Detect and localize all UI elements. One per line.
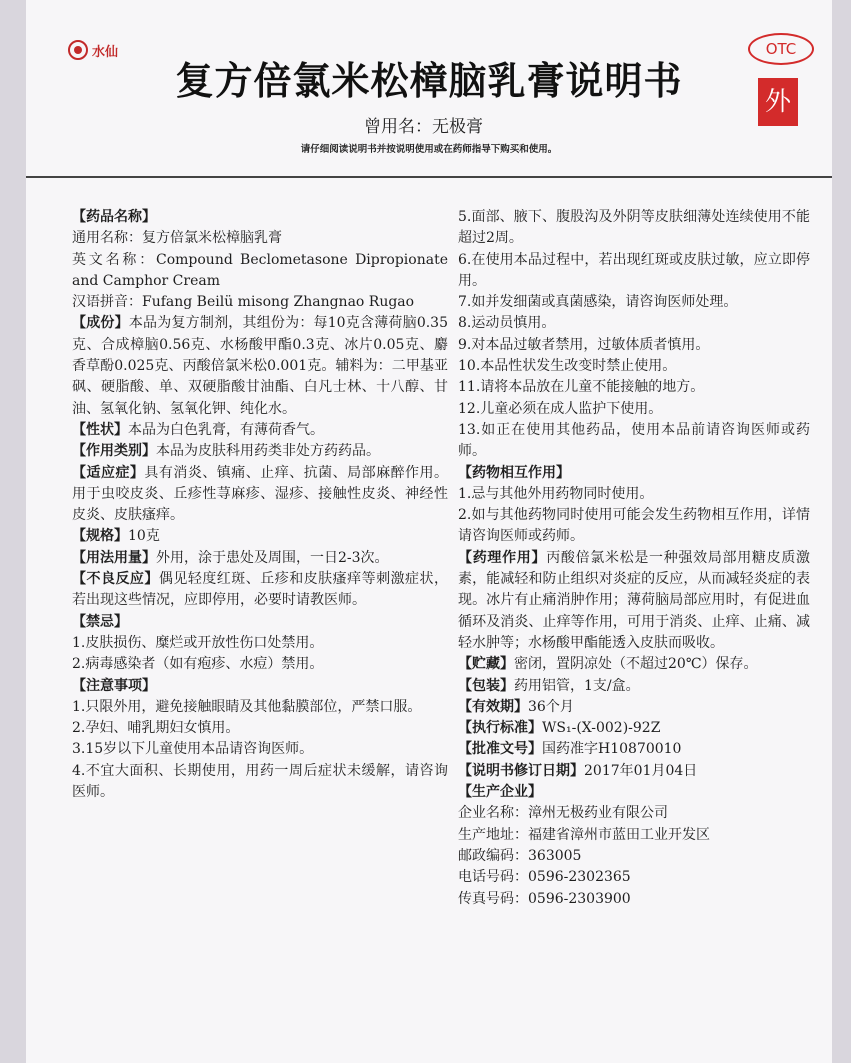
- section-text: 9.对本品过敏者禁用，过敏体质者慎用。: [458, 336, 710, 353]
- section-text: 英文名称：Compound Beclometasone Dipropionate and Camphor Cream: [72, 251, 448, 289]
- leaflet-paragraph: [72, 207, 448, 228]
- leaflet-paragraph: [458, 463, 810, 484]
- section-text: 邮政编码：363005: [458, 847, 582, 864]
- section-text: 密闭，置阴凉处（不超过20℃）保存。: [514, 656, 758, 673]
- leaflet-paragraph: [458, 654, 810, 675]
- section-heading: 【执行标准】: [458, 720, 542, 737]
- section-text: 13.如正在使用其他药品，使用本品前请咨询医师或药师。: [458, 421, 810, 460]
- leaflet-paragraph: [458, 548, 810, 654]
- section-text: 本品为皮肤科用药类非处方药药品。: [156, 443, 380, 460]
- former-name: 曾用名：无极膏: [364, 117, 483, 137]
- leaflet-paragraph: [72, 526, 448, 547]
- section-text: 10克: [128, 528, 160, 545]
- section-text: 本品为白色乳膏，有薄荷香气。: [128, 421, 324, 438]
- section-heading: 【注意事项】: [72, 677, 156, 694]
- leaflet-paragraph: [458, 399, 810, 420]
- section-text: 1.忌与其他外用药物同时使用。: [458, 485, 654, 502]
- section-text: 2017年01月04日: [584, 762, 698, 779]
- leaflet-paragraph: [458, 356, 810, 377]
- leaflet-paragraph: [458, 420, 810, 463]
- leaflet-paragraph: [458, 846, 810, 867]
- leaflet-paragraph: [72, 441, 448, 462]
- section-heading: 【生产企业】: [458, 784, 542, 801]
- leaflet-paragraph: [458, 825, 810, 846]
- section-text: 11.请将本品放在儿童不能接触的地方。: [458, 379, 705, 396]
- section-heading: 【不良反应】: [72, 571, 159, 588]
- leaflet-paragraph: [72, 228, 448, 249]
- section-heading: 【作用类别】: [72, 443, 156, 460]
- leaflet-paragraph: [458, 889, 810, 910]
- section-text: 本品为复方制剂，其组份为：每10克含薄荷脑0.35克、合成樟脑0.56克、水杨酸甲酯0.3克、冰片0.05克、麝香草酚0.025克、丙酸倍氯米松0.001克。辅料为：二甲基亚砜、硬脂酸、单、双硬脂酸甘油酯、白凡士林、十八醇、甘油、氢氧化钠、氢氧化钾、纯化水。: [72, 315, 448, 417]
- leaflet-paragraph: [458, 718, 810, 739]
- section-text: 5.面部、腋下、腹股沟及外阴等皮肤细薄处连续使用不能超过2周。: [458, 209, 810, 247]
- usage-notice: 请仔细阅读说明书并按说明使用或在药师指导下购买和使用。: [300, 144, 558, 155]
- leaflet-paragraph: [458, 377, 810, 398]
- leaflet-paragraph: [72, 569, 448, 612]
- leaflet-paragraph: [458, 250, 810, 293]
- leaflet-paragraph: [458, 739, 810, 760]
- section-text: 生产地址：福建省漳州市蓝田工业开发区: [458, 826, 710, 843]
- section-text: 具有消炎、镇痛、止痒、抗菌、局部麻醉作用。用于虫咬皮炎、丘疹性荨麻疹、湿疹、接触性皮炎、神经性皮炎、皮肤瘙痒。: [72, 464, 449, 524]
- external-use-badge: 外: [758, 78, 798, 126]
- section-text: 8.运动员慎用。: [458, 315, 556, 332]
- otc-badge: OTC: [748, 33, 814, 65]
- section-text: 汉语拼音：Fufang Beilü misong Zhangnao Rugao: [72, 294, 415, 311]
- section-text: 36个月: [528, 698, 574, 715]
- section-text: 6.在使用本品过程中，若出现红斑或皮肤过敏，应立即停用。: [458, 251, 810, 289]
- leaflet-paragraph: [72, 739, 448, 760]
- leaflet-paragraph: [72, 633, 448, 654]
- leaflet-paragraph: [72, 313, 448, 419]
- section-text: 2.孕妇、哺乳期妇女慎用。: [72, 720, 240, 737]
- section-text: 国药准字H10870010: [542, 741, 682, 758]
- leaflet-paragraph: [72, 612, 448, 633]
- section-text: 2.如与其他药物同时使用可能会发生药物相互作用，详情请咨询医师或药师。: [458, 507, 810, 545]
- leaflet-paragraph: [72, 463, 448, 527]
- section-heading: 【禁忌】: [72, 613, 128, 630]
- leaflet-paragraph: [458, 803, 810, 824]
- leaflet-paragraph: [72, 548, 448, 569]
- section-heading: 【批准文号】: [458, 741, 542, 758]
- section-text: 外用，涂于患处及周围，一日2-3次。: [156, 549, 389, 566]
- section-heading: 【规格】: [72, 528, 128, 545]
- leaflet-paragraph: [458, 207, 810, 250]
- leaflet-paragraph: [72, 654, 448, 675]
- section-heading: 【贮藏】: [458, 656, 514, 673]
- leaflet-page: [26, 0, 832, 1063]
- section-text: 通用名称：复方倍氯米松樟脑乳膏: [72, 230, 282, 247]
- section-heading: 【药物相互作用】: [458, 464, 570, 481]
- leaflet-paragraph: [458, 505, 810, 548]
- section-heading: 【说明书修订日期】: [458, 762, 584, 779]
- section-text: WS₁-(X-002)-92Z: [542, 720, 661, 737]
- section-text: 7.如并发细菌或真菌感染，请咨询医师处理。: [458, 294, 738, 311]
- section-text: 电话号码：0596-2302365: [458, 869, 631, 886]
- leaflet-paragraph: [458, 313, 810, 334]
- section-text: 1.只限外用，避免接触眼睛及其他黏膜部位，严禁口服。: [72, 698, 422, 715]
- section-text: 企业名称：漳州无极药业有限公司: [458, 805, 668, 822]
- section-text: 偶见轻度红斑、丘疹和皮肤瘙痒等刺激症状，若出现这些情况，应即停用，必要时请教医师。: [72, 571, 449, 609]
- left-text-column: [72, 207, 448, 803]
- section-text: 药用铝管，1支/盒。: [514, 677, 640, 694]
- right-text-column: [458, 207, 810, 910]
- section-text: 传真号码：0596-2303900: [458, 890, 631, 907]
- leaflet-paragraph: [458, 782, 810, 803]
- section-text: 4.不宜大面积、长期使用，用药一周后症状未缓解，请咨询医师。: [72, 762, 448, 801]
- leaflet-paragraph: [72, 697, 448, 718]
- leaflet-paragraph: [458, 761, 810, 782]
- leaflet-paragraph: [72, 676, 448, 697]
- brand-name: 水仙: [92, 44, 119, 60]
- leaflet-paragraph: [458, 676, 810, 697]
- leaflet-header: [26, 0, 832, 188]
- leaflet-paragraph: [458, 867, 810, 888]
- leaflet-paragraph: [458, 484, 810, 505]
- section-heading: 【用法用量】: [72, 549, 156, 566]
- leaflet-paragraph: [72, 761, 448, 804]
- section-heading: 【性状】: [72, 421, 128, 438]
- section-text: 3.15岁以下儿童使用本品请咨询医师。: [72, 741, 314, 758]
- section-heading: 【药理作用】: [458, 549, 547, 566]
- leaflet-paragraph: [72, 420, 448, 441]
- leaflet-paragraph: [72, 250, 448, 293]
- section-heading: 【适应症】: [72, 464, 145, 481]
- leaflet-paragraph: [458, 697, 810, 718]
- section-heading: 【药品名称】: [72, 209, 156, 225]
- leaflet-paragraph: [72, 718, 448, 739]
- section-text: 12.儿童必须在成人监护下使用。: [458, 400, 663, 417]
- section-text: 丙酸倍氯米松是一种强效局部用糖皮质激素，能减轻和防止组织对炎症的反应，从而减轻炎症的表现。冰片有止痛消肿作用；薄荷脑局部应用时，有促进血循环及消炎、止痒等作用，可用于消炎、止痒、止痛、减轻水肿等；水杨酸甲酯能透入皮肤而吸收。: [458, 549, 811, 651]
- section-text: 1.皮肤损伤、糜烂或开放性伤口处禁用。: [72, 634, 324, 651]
- section-text: 10.本品性状发生改变时禁止使用。: [458, 358, 677, 375]
- section-heading: 【有效期】: [458, 698, 528, 715]
- leaflet-paragraph: [72, 292, 448, 313]
- document-title: 复方倍氯米松樟脑乳膏说明书: [175, 59, 683, 103]
- leaflet-paragraph: [458, 335, 810, 356]
- section-heading: 【包装】: [458, 677, 514, 694]
- section-heading: 【成份】: [72, 315, 129, 332]
- header-divider: [26, 176, 832, 178]
- section-text: 2.病毒感染者（如有疱疹、水痘）禁用。: [72, 656, 324, 673]
- leaflet-paragraph: [458, 292, 810, 313]
